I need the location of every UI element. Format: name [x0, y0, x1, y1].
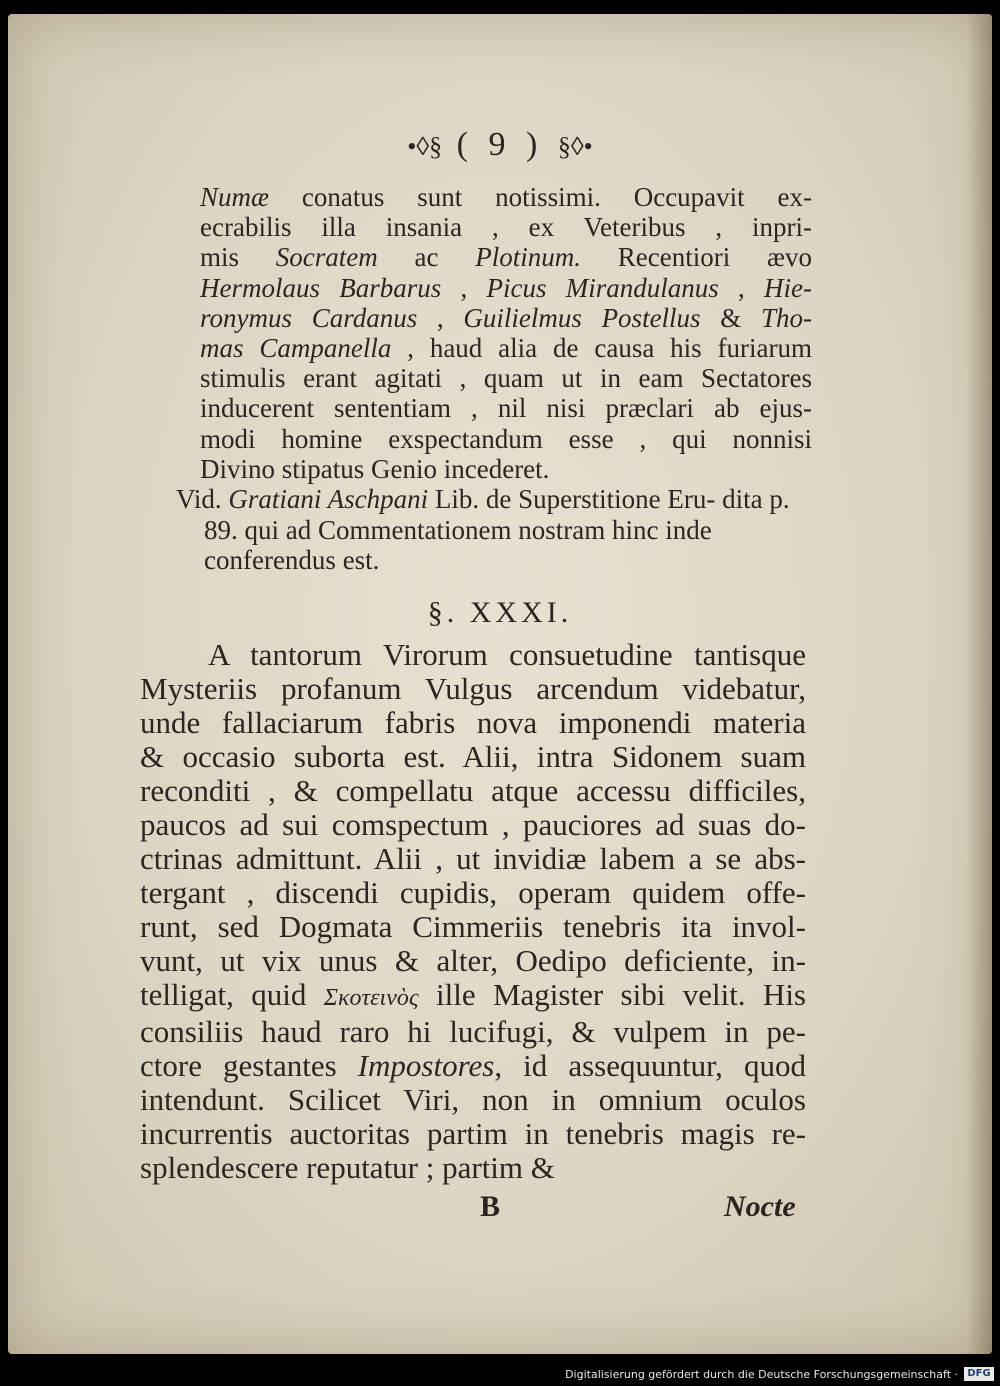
- page-header: [8, 126, 992, 164]
- italic-name: mas Campanella: [200, 333, 392, 364]
- text-line: unde fallaciarum fabris nova imponendi materia: [140, 705, 806, 740]
- text-line: & occasio suborta est. Alii, intra Sidonem suam: [140, 739, 806, 774]
- right-ornament: §◊•: [557, 132, 593, 161]
- line-text: dita p. 89. qui ad Commentationem nostram hinc: [204, 484, 790, 545]
- line-text: Recentiori ævo: [581, 242, 813, 273]
- italic-name: ronymus Cardanus: [200, 302, 418, 333]
- text-line: consiliis haud raro hi lucifugi, & vulpem in pe-: [140, 1014, 806, 1049]
- text-line: [200, 273, 812, 303]
- line-text: ille Magister sibi velit. His: [418, 977, 807, 1012]
- line-text: , haud alia de causa his furiarum: [391, 333, 812, 364]
- text-line: modi homine exspectandum esse , qui nonnisi: [200, 423, 812, 454]
- line-text: ,: [718, 272, 765, 303]
- italic-name: Hermolaus Barbarus: [200, 272, 442, 303]
- line-text: ,: [417, 302, 464, 333]
- line-text: mis: [200, 242, 276, 273]
- text-line: tergant , discendi cupidis, operam quidem offe-: [140, 875, 806, 910]
- page-edge-shadow: [966, 14, 992, 1354]
- reference-note: [176, 484, 812, 576]
- signature-mark: B: [480, 1190, 501, 1223]
- line-text: ctore gestantes: [140, 1048, 358, 1083]
- reference-text: [176, 484, 812, 576]
- text-line: runt, sed Dogmata Cimmeriis tenebris ita invol-: [140, 909, 806, 944]
- text-line: paucos ad sui comspectum , pauciores ad suas do-: [140, 807, 806, 842]
- line-text: Lib. de Superstitione Eru-: [428, 484, 716, 514]
- text-line: ecrabilis illa insania , ex Veteribus , inpri-: [200, 212, 812, 243]
- line-text: ,: [441, 272, 487, 303]
- line-text: , id assequuntur, quod: [494, 1048, 806, 1083]
- italic-name: Picus Mirandulanus: [486, 272, 719, 303]
- text-line: [140, 1049, 806, 1083]
- text-line: Mysteriis profanum Vulgus arcendum videbatur,: [140, 671, 806, 706]
- line-text: conatus sunt notissimi. Occupavit ex-: [269, 182, 812, 212]
- text-line: intendunt. Scilicet Viri, non in omnium oculos: [140, 1082, 806, 1117]
- italic-name: Gratiani Aschpani: [228, 484, 429, 514]
- text-line: splendescere reputatur ; partim &: [140, 1150, 555, 1185]
- text-line: reconditi , & compellatu atque accessu difficiles,: [140, 773, 806, 808]
- italic-name: Tho-: [760, 302, 812, 333]
- book-page: [8, 14, 992, 1354]
- text-line: ctrinas admittunt. Alii , ut invidiæ labem a se abs-: [140, 841, 806, 876]
- italic-name: Numæ: [200, 182, 270, 212]
- text-line: vunt, ut vix unus & alter, Oedipo deficiente, in-: [140, 943, 806, 978]
- italic-name: Plotinum.: [475, 242, 582, 273]
- line-text: ac: [377, 242, 476, 273]
- italic-name: Guilielmus Postellus: [463, 302, 701, 333]
- text-line: [200, 333, 812, 363]
- text-line: incurrentis auctoritas partim in tenebris magis re-: [140, 1116, 806, 1151]
- text-line: [140, 978, 806, 1015]
- text-line: inducerent sententiam , nil nisi præclari ab ejus-: [200, 393, 812, 424]
- catchword: Nocte: [724, 1190, 796, 1223]
- text-line: [200, 303, 812, 333]
- main-paragraph: [140, 638, 806, 1185]
- greek-word: Σκοτεινὸς: [323, 985, 419, 1011]
- text-line: stimulis erant agitati , quam ut in eam Sectatores: [200, 363, 812, 394]
- line-text: Vid.: [176, 484, 229, 514]
- continued-paragraph: [200, 182, 812, 484]
- italic-name: Socratem: [275, 242, 378, 273]
- line-text: telligat, quid: [140, 977, 324, 1012]
- left-ornament: •◊§: [407, 132, 443, 161]
- italic-name: Hie-: [764, 272, 812, 303]
- line-text: &: [700, 302, 761, 333]
- text-line: [200, 242, 812, 272]
- section-heading: §. XXXI.: [427, 596, 573, 629]
- dfg-logo: DFG: [964, 1367, 994, 1381]
- text-line: A tantorum Virorum consuetudine tantisque: [208, 637, 806, 672]
- text-line: Divino stipatus Genio incederet.: [200, 453, 550, 484]
- italic-word: Impostores: [357, 1048, 495, 1083]
- page-number: ( 9 ): [456, 126, 544, 163]
- text-line: [200, 182, 812, 212]
- funding-notice: Digitalisierung gefördert durch die Deutsche Forschungsgemeinschaft ·: [565, 1368, 958, 1381]
- line-text: inde conferendus est.: [204, 514, 712, 575]
